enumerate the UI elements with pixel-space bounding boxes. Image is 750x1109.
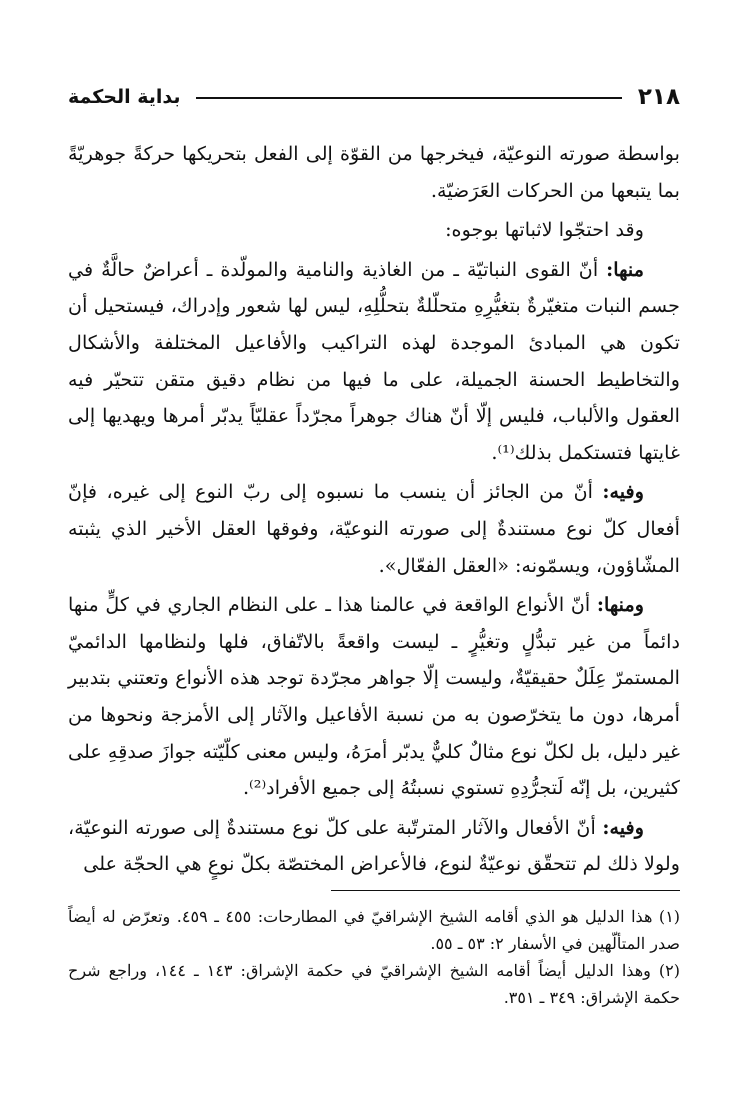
paragraph-text: أنّ القوى النباتيّة ـ من الغاذية والنامية والمولّدة ـ أعراضٌ حالَّةٌ في جسم النبات متغيّرةٌ بتغيُّرِهِ متحلّلةٌ بتحلُّلِهِ، ليس لها شعور وإدراك، فيستحيل أن تكون هي المبادئ الموجدة لهذه التراكيب والأفاعيل المختلفة والأشكال والتخاطيط الحسنة الجميلة، على ما فيها من نظام دقيق متقن تتحيّر فيه العقول والألباب، فليس إلّا أنّ هناك جوهراً مجرّداً عقليّاً يدبّر أمرها ويهديها إلى غايتها فتستكمل بذلك⁽¹⁾. <box>68 257 680 464</box>
header-rule <box>196 97 622 99</box>
footnotes <box>68 903 680 1011</box>
paragraph-text: بواسطة صورته النوعيّة، فيخرجها من القوّة إلى الفعل بتحريكها حركةً جوهريّةً بما يتبعها من الحركات العَرَضيّة. <box>68 142 680 202</box>
page-header <box>68 82 680 116</box>
paragraph-text: أنّ من الجائز أن ينسب ما نسبوه إلى ربّ النوع إلى غيره، فإنّ أفعال كلّ نوع مستندةٌ إلى صورته النوعيّة، وفوقها العقل الأخير الذي يثبته المشّاؤون، ويسمّونه: «العقل الفعّال». <box>68 480 680 577</box>
paragraph-text: أنّ الأفعال والآثار المترتّبة على كلّ نوع مستندةٌ إلى صورته النوعيّة، ولولا ذلك لم تتحقّق نوعيّةٌ لنوع، فالأعراض المختصّة بكلّ نوعٍ هي الحجّة على <box>68 815 680 876</box>
page-number: ٢١٨ <box>637 84 680 110</box>
paragraph <box>68 587 680 807</box>
paragraph-text: أنّ الأنواع الواقعة في عالمنا هذا ـ على النظام الجاري في كلٍّ منها دائماً من غير تبدُّلٍ وتغيُّرٍ ـ ليست واقعةً بالاتّفاق، فلها ولنظامها الدائميّ المستمرّ عِلَلٌ حقيقيّةٌ، وليست إلّا جواهر مجرّدة توجد هذه الأنواع وتعتني بتدبير أمرها، دون ما يتخرّصون به من نسبة الأفاعيل والآثار إلى الأمزجة ونحوها من غير دليل، بل لكلّ نوع مثالٌ كليٌّ يدبّر أمرَهُ، وليس معنى كلّيّته جوازَ صدقِهِ على كثيرين، بل إنّه لَتجرُّدِهِ تستوي نسبتُهُ إلى جميع الأفراد⁽²⁾. <box>68 593 680 800</box>
paragraph-lead: وفيه: <box>602 815 644 839</box>
running-title: بداية الحكمة <box>68 86 181 108</box>
footnote: (٢) وهذا الدليل أيضاً أقامه الشيخ الإشراقيّ في حكمة الإشراق: ١٤٣ ـ ١٤٤، وراجع شرح حكمة الإشراق: ٣٤٩ ـ ٣٥١. <box>68 961 681 1007</box>
paragraph <box>68 212 680 249</box>
paragraph <box>68 136 680 209</box>
paragraph <box>68 810 680 883</box>
body-text <box>68 136 680 886</box>
footnote: (١) هذا الدليل هو الذي أقامه الشيخ الإشراقيّ في المطارحات: ٤٥٥ ـ ٤٥٩. وتعرّض له أيضاً صدر المتألّهين في الأسفار ٢: ٥٣ ـ ٥٥. <box>68 907 681 953</box>
paragraph-lead: ومنها: <box>596 593 644 617</box>
paragraph-text: وقد احتجّوا لاثباتها بوجوه: <box>445 218 644 242</box>
paragraph <box>68 252 680 472</box>
paragraph-lead: وفيه: <box>602 480 644 504</box>
paragraph-lead: منها: <box>606 257 644 281</box>
paragraph <box>68 474 680 584</box>
footnote-rule <box>331 890 680 891</box>
